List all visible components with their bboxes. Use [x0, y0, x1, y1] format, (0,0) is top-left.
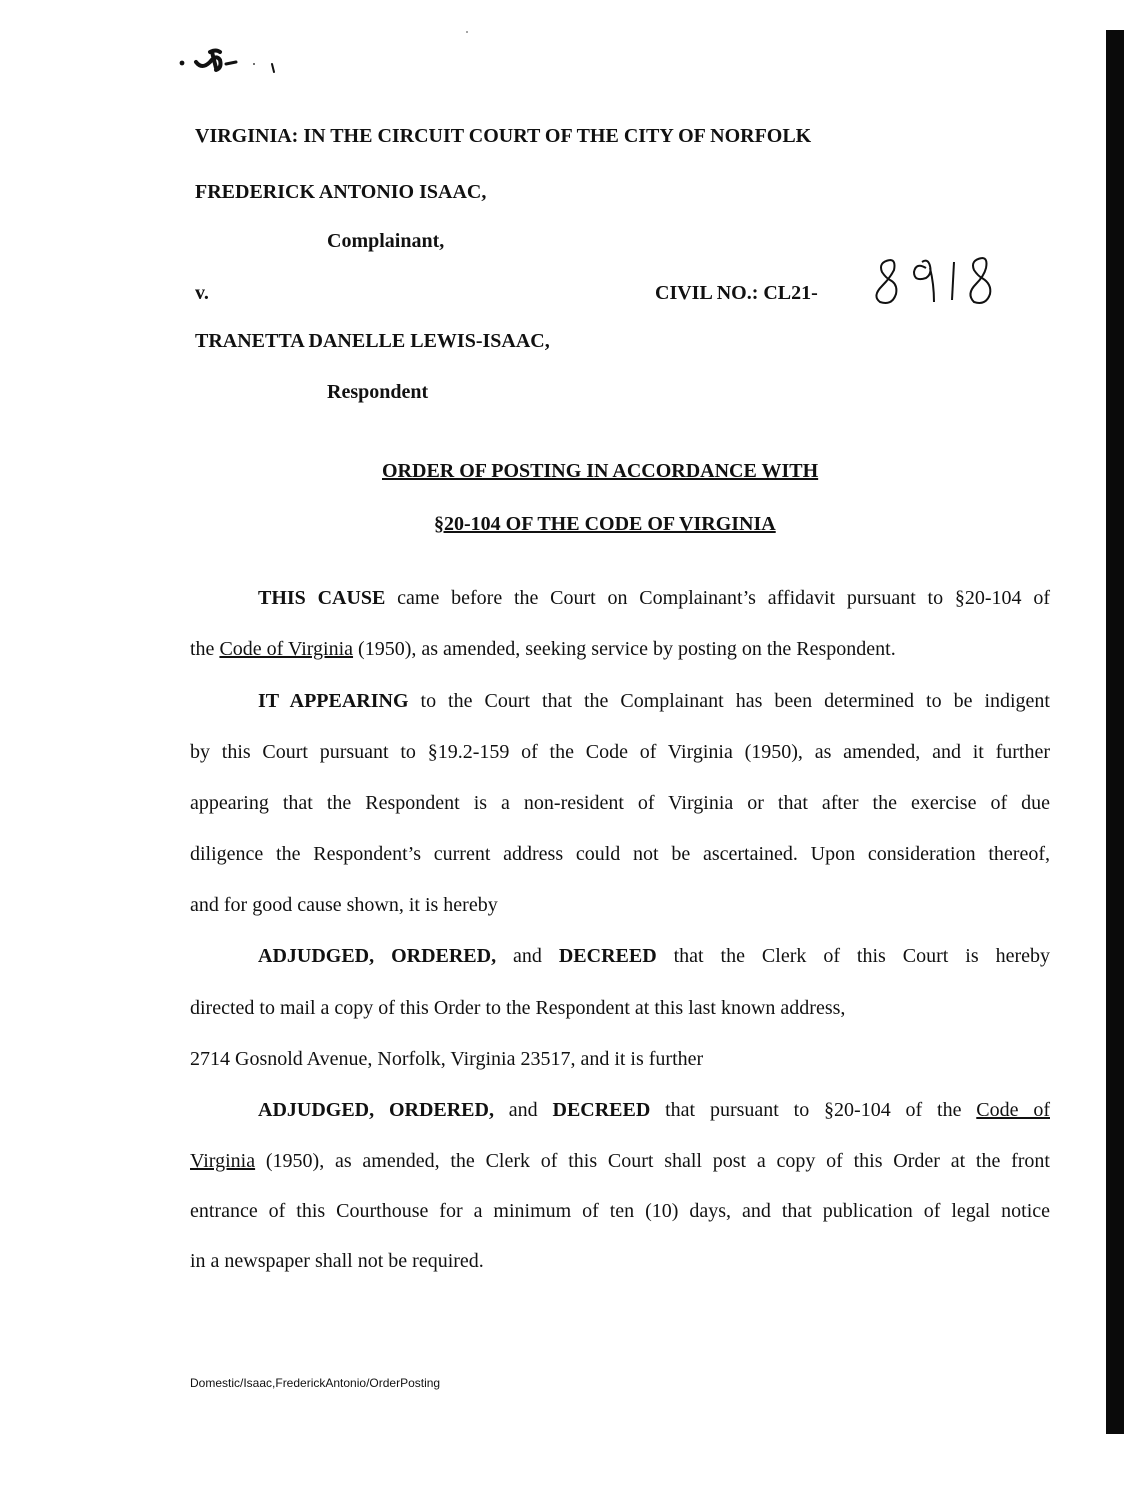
para4-and: and — [493, 1099, 553, 1121]
complainant-label: Complainant, — [327, 230, 445, 252]
para1-line-2 — [190, 637, 1050, 661]
para4-line-2 — [190, 1149, 1050, 1173]
para3-line-2: directed to mail a copy of this Order to the Respondent at this last known address, — [190, 997, 846, 1019]
para4-line-1 — [258, 1098, 1050, 1122]
para2-line-3: appearing that the Respondent is a non-resident of Virginia or that after the exercise of due — [190, 792, 1050, 814]
para3-line-3: 2714 Gosnold Avenue, Norfolk, Virginia 23517, and it is further — [190, 1048, 704, 1070]
order-title-line-2: §20-104 OF THE CODE OF VIRGINIA — [434, 513, 776, 535]
code-of-citation-part-2: Virginia — [190, 1150, 256, 1172]
versus-label: v. — [195, 282, 209, 304]
para4-adjudged: ADJUDGED, ORDERED, — [258, 1099, 494, 1121]
scan-edge-bar — [1106, 30, 1124, 1434]
para4-text-2: (1950), as amended, the Clerk of this Court shall post a copy of this Order at the front — [255, 1150, 1050, 1172]
para2-line-1 — [258, 689, 1050, 713]
para1-text-1: came before the Court on Complainant’s affidavit pursuant to §20-104 of — [385, 587, 1050, 609]
para2-line-5: and for good cause shown, it is hereby — [190, 894, 498, 916]
scan-speck — [464, 30, 470, 34]
para4-decreed: DECREED — [552, 1099, 651, 1121]
code-of-virginia-citation: Code of Virginia — [219, 638, 354, 660]
para1-lead: THIS CAUSE — [258, 587, 386, 609]
respondent-label: Respondent — [327, 381, 429, 403]
para2-line-2: by this Court pursuant to §19.2-159 of the Code of Virginia (1950), as amended, and it further — [190, 741, 1050, 763]
para4-line-3: entrance of this Courthouse for a minimum of ten (10) days, and that publication of legal notice — [190, 1200, 1050, 1222]
civil-number-label: CIVIL NO.: CL21- — [655, 282, 818, 304]
para4-text-1: that pursuant to §20-104 of the — [650, 1099, 977, 1121]
order-title-line-1: ORDER OF POSTING IN ACCORDANCE WITH — [382, 460, 819, 482]
para2-line-4: diligence the Respondent’s current address could not be ascertained. Upon consideration thereof, — [190, 843, 1050, 865]
para1-text-2b: (1950), as amended, seeking service by posting on the Respondent. — [353, 638, 896, 660]
para1-line-1 — [258, 586, 1050, 610]
para2-text-1: to the Court that the Complainant has been determined to be indigent — [408, 690, 1050, 712]
para2-lead: IT APPEARING — [258, 690, 409, 712]
document-footer-path: Domestic/Isaac,FrederickAntonio/OrderPosting — [190, 1376, 441, 1390]
complainant-name: FREDERICK ANTONIO ISAAC, — [195, 181, 487, 203]
para3-adjudged: ADJUDGED, ORDERED, — [258, 945, 497, 967]
respondent-name: TRANETTA DANELLE LEWIS-ISAAC, — [195, 330, 550, 352]
code-of-citation-part-1: Code of — [976, 1099, 1050, 1121]
para3-and: and — [496, 945, 559, 967]
court-heading: VIRGINIA: IN THE CIRCUIT COURT OF THE CITY OF NORFOLK — [195, 125, 812, 147]
para3-decreed: DECREED — [558, 945, 657, 967]
para3-text-1: that the Clerk of this Court is hereby — [656, 945, 1050, 967]
handwritten-mark — [172, 40, 282, 80]
para1-text-2a: the — [190, 638, 220, 660]
handwritten-case-number — [868, 254, 998, 308]
para4-line-4: in a newspaper shall not be required. — [190, 1250, 484, 1272]
para3-line-1 — [258, 944, 1050, 968]
